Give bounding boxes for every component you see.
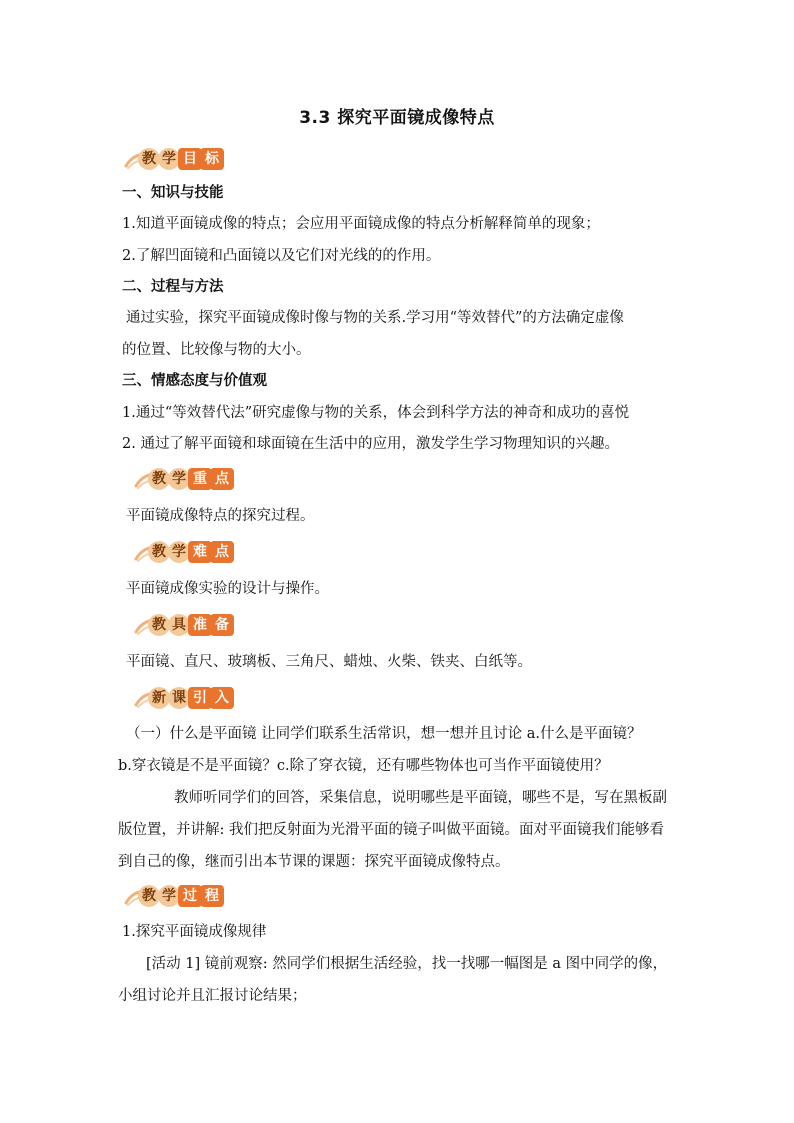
paragraph: 2.了解凹面镜和凸面镜以及它们对光线的的作用。 [122,248,441,264]
badge-char: 学 [158,885,180,907]
paragraph: [活动 1] 镜前观察: 然同学们根据生活经验，找一找哪一幅图是 a 图中同学的像， [146,956,668,972]
badge-char: 点 [210,468,234,490]
paragraph: 1.通过“等效替代法”研究虚像与物的关系，体会到科学方法的神奇和成功的喜悦 [122,405,630,421]
badge-char: 学 [168,468,190,490]
badge-char: 引 [188,687,212,709]
page-title: 3.3 探究平面镜成像特点 [299,108,495,128]
section-badge-tools [138,612,232,638]
badge-char: 具 [168,614,190,636]
paragraph: 通过实验，探究平面镜成像时像与物的关系.学习用“等效替代”的方法确定虚像 [126,310,624,326]
section-badge-difficulties [138,539,232,565]
badge-char: 教 [138,885,160,907]
paragraph: 小组讨论并且汇报讨论结果； [118,988,307,1004]
badge-char: 入 [210,687,234,709]
paragraph: 的位置、比较像与物的大小。 [122,342,311,358]
badge-char: 教 [148,468,170,490]
paragraph: 到自己的像，继而引出本节课的课题：探究平面镜成像特点。 [118,854,510,870]
badge-char: 教 [138,148,160,170]
badge-char: 标 [200,148,224,170]
paragraph: 1.知道平面镜成像的特点；会应用平面镜成像的特点分析解释简单的现象； [122,216,600,232]
badge-char: 学 [158,148,180,170]
badge-char: 教 [148,541,170,563]
section-badge-intro [138,685,232,711]
badge-char: 备 [210,614,234,636]
paragraph: 1.探究平面镜成像规律 [122,924,267,940]
section-badge-key-points [138,466,232,492]
badge-char: 目 [178,148,202,170]
paragraph: 平面镜、直尺、玻璃板、三角尺、蜡烛、火柴、铁夹、白纸等。 [126,654,532,670]
paragraph: 2. 通过了解平面镜和球面镜在生活中的应用，激发学生学习物理知识的兴趣。 [122,436,619,452]
badge-char: 难 [188,541,212,563]
badge-char: 点 [210,541,234,563]
heading-emotions-values: 三、情感态度与价值观 [122,373,267,389]
paragraph: 教师听同学们的回答，采集信息，说明哪些是平面镜，哪些不是，写在黑板副 [174,790,667,806]
paragraph: 版位置，并讲解: 我们把反射面为光滑平面的镜子叫做平面镜。面对平面镜我们能够看 [118,822,664,838]
paragraph: 平面镜成像特点的探究过程。 [126,508,315,524]
badge-char: 课 [168,687,190,709]
heading-knowledge-skills: 一、知识与技能 [122,185,224,201]
paragraph: 平面镜成像实验的设计与操作。 [126,581,329,597]
badge-char: 重 [188,468,212,490]
badge-char: 教 [148,614,170,636]
badge-char: 新 [148,687,170,709]
heading-process-methods: 二、过程与方法 [122,279,224,295]
badge-char: 学 [168,541,190,563]
badge-char: 程 [200,885,224,907]
section-badge-objectives [128,146,222,172]
badge-char: 过 [178,885,202,907]
badge-char: 准 [188,614,212,636]
paragraph: （一）什么是平面镜 让同学们联系生活常识，想一想并且讨论 a.什么是平面镜？ [126,726,642,742]
section-badge-process [128,883,222,909]
paragraph: b.穿衣镜是不是平面镜？c.除了穿衣镜，还有哪些物体也可当作平面镜使用？ [118,758,609,774]
